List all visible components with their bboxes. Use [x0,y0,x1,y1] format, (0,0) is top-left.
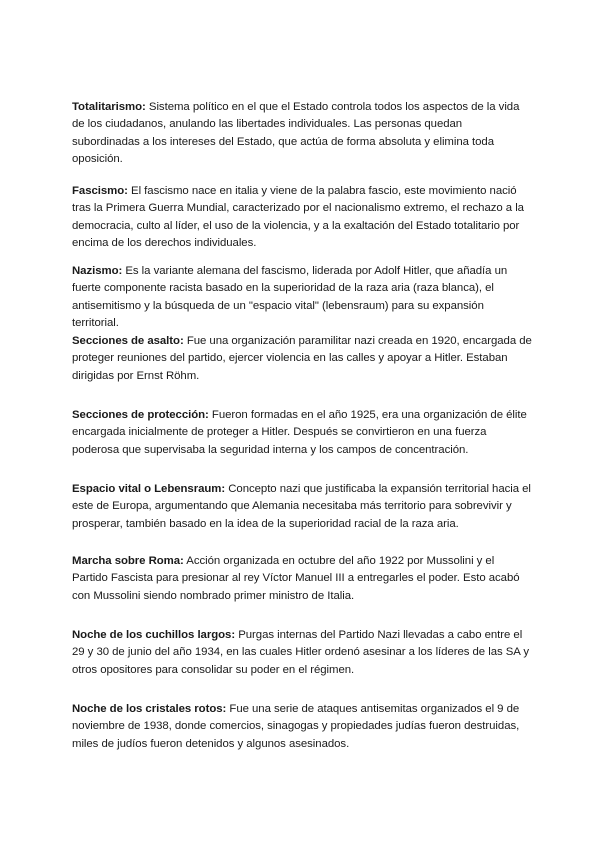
entry-term: Fascismo: [72,185,128,197]
entry-marcha-sobre-roma [72,553,532,605]
entry-term: Totalitarismo: [72,101,146,113]
entry-term: Marcha sobre Roma: [72,555,184,567]
entry-definition: Fue una serie de ataques antisemitas organizados el 9 de noviembre de 1938, donde comercios, sinagogas y propiedades judías fueron destruidas, miles de judíos fueron detenidos y algunos asesinados. [72,703,520,750]
entry-totalitarismo [72,99,532,169]
entry-nazismo [72,263,532,333]
entry-definition: Concepto nazi que justificaba la expansión territorial hacia el este de Europa, argumentando que Alemania necesitaba más territorio para sobrevivir y prosperar, también basado en la idea de la superioridad racial de la raza aria. [72,483,531,530]
entry-definition: El fascismo nace en italia y viene de la palabra fascio, este movimiento nació tras la Primera Guerra Mundial, caracterizado por el nacionalismo extremo, el rechazo a la democracia, culto al líder, el uso de la violencia, y a la exaltación del Estado totalitario por encima de los derechos individuales. [72,185,524,250]
entry-term: Nazismo: [72,265,123,277]
entry-definition: Purgas internas del Partido Nazi llevadas a cabo entre el 29 y 30 de junio del año 1934, en las cuales Hitler ordenó asesinar a los líderes de las SA y otros opositores para consolidar su poder en el régimen. [72,629,529,676]
entry-definition: Sistema político en el que el Estado controla todos los aspectos de la vida de los ciudadanos, anulando las libertades individuales. Las personas quedan subordinadas a los intereses del Estado, que actúa de forma absoluta y elimina toda oposición. [72,101,520,166]
entry-noche-de-los-cristales-rotos [72,701,532,753]
entry-definition: Es la variante alemana del fascismo, liderada por Adolf Hitler, que añadía un fuerte componente racista basado en la superioridad de la raza aria (raza blanca), el antisemitismo y la búsqueda de un "espacio vital" (lebensraum) para su expansión territorial. [72,265,508,330]
entry-term: Noche de los cuchillos largos: [72,629,236,641]
entry-term: Secciones de protección: [72,409,209,421]
entry-definition: Fueron formadas en el año 1925, era una organización de élite encargada inicialmente de proteger a Hitler. Después se convirtieron en una fuerza poderosa que supervisaba la seguridad interna y los campos de concentración. [72,409,527,456]
entry-term: Noche de los cristales rotos: [72,703,227,715]
entry-noche-de-los-cuchillos-largos [72,627,532,679]
entry-term: Secciones de asalto: [72,335,184,347]
entry-definition: Fue una organización paramilitar nazi creada en 1920, encargada de proteger reuniones del partido, ejercer violencia en las calles y apoyar a Hitler. Estaban dirigidas por Ernst Röhm. [72,335,532,382]
entry-espacio-vital [72,481,532,533]
entry-term: Espacio vital o Lebensraum: [72,483,226,495]
entry-secciones-de-asalto [72,333,532,385]
entry-secciones-de-proteccion [72,407,532,459]
entry-definition: Acción organizada en octubre del año 1922 por Mussolini y el Partido Fascista para presionar al rey Víctor Manuel III a entregarles el poder. Esto acabó con Mussolini siendo nombrado primer ministro de Italia. [72,555,520,602]
entry-fascismo [72,183,532,253]
